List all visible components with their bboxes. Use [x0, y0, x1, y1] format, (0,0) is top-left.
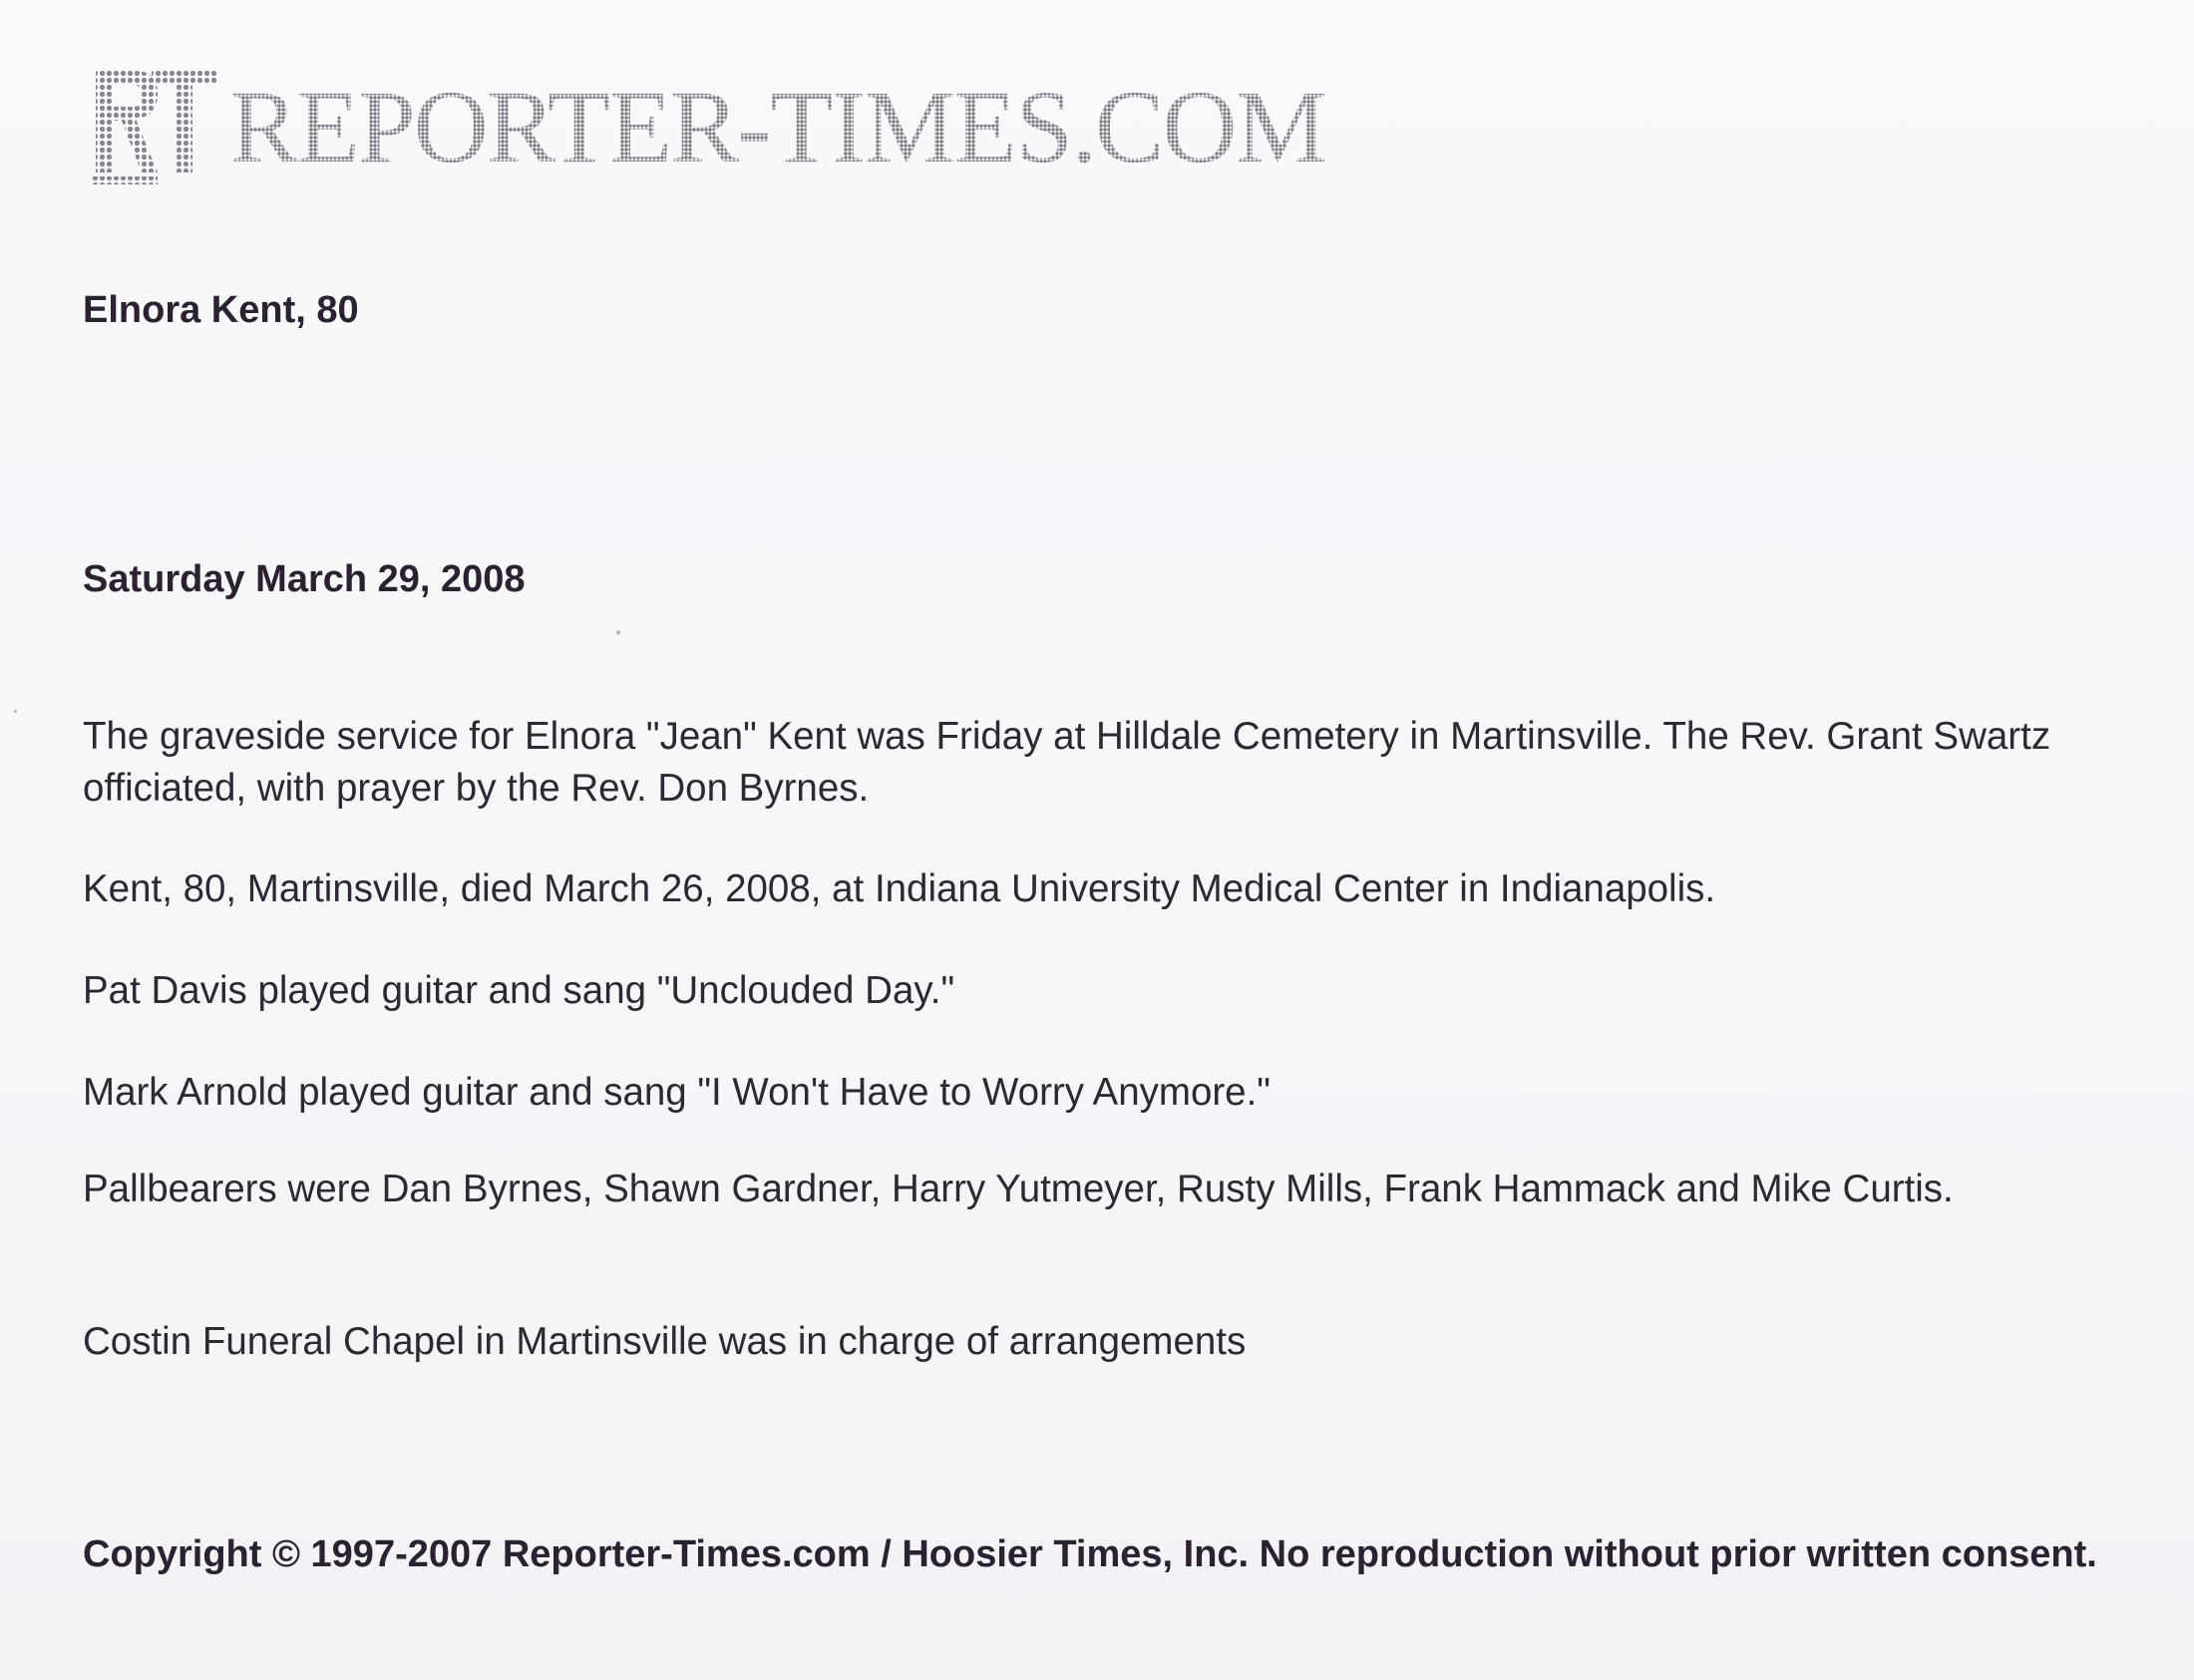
- paragraph-death: Kent, 80, Martinsville, died March 26, 2008, at Indiana University Medical Center in Indianapolis.: [83, 867, 1716, 910]
- copyright-notice: Copyright © 1997-2007 Reporter-Times.com / Hoosier Times, Inc. No reproduction without prior written consent.: [83, 1533, 2097, 1575]
- masthead-wordmark: REPORTER-TIMES.COM: [229, 70, 1325, 184]
- paragraph-music-1: Pat Davis played guitar and sang "Unclouded Day.": [83, 969, 955, 1012]
- paragraph-service: The graveside service for Elnora "Jean" Kent was Friday at Hilldale Cemetery in Martinsville. The Rev. Grant Swartz officiated, with prayer by the Rev. Don Byrnes.: [83, 715, 2051, 810]
- obituary-headline: Elnora Kent, 80: [83, 289, 359, 331]
- paragraph-arrangements: Costin Funeral Chapel in Martinsville was in charge of arrangements: [83, 1320, 1247, 1363]
- scan-speck: [14, 710, 17, 713]
- masthead-logo: [92, 58, 1325, 197]
- publication-date: Saturday March 29, 2008: [83, 558, 526, 600]
- scan-speck: [616, 630, 620, 635]
- rt-logo-icon: [92, 63, 219, 192]
- paragraph-pallbearers: Pallbearers were Dan Byrnes, Shawn Gardner, Harry Yutmeyer, Rusty Mills, Frank Hammack and Mike Curtis.: [83, 1168, 1954, 1210]
- paragraph-music-2: Mark Arnold played guitar and sang "I Won't Have to Worry Anymore.": [83, 1071, 1271, 1114]
